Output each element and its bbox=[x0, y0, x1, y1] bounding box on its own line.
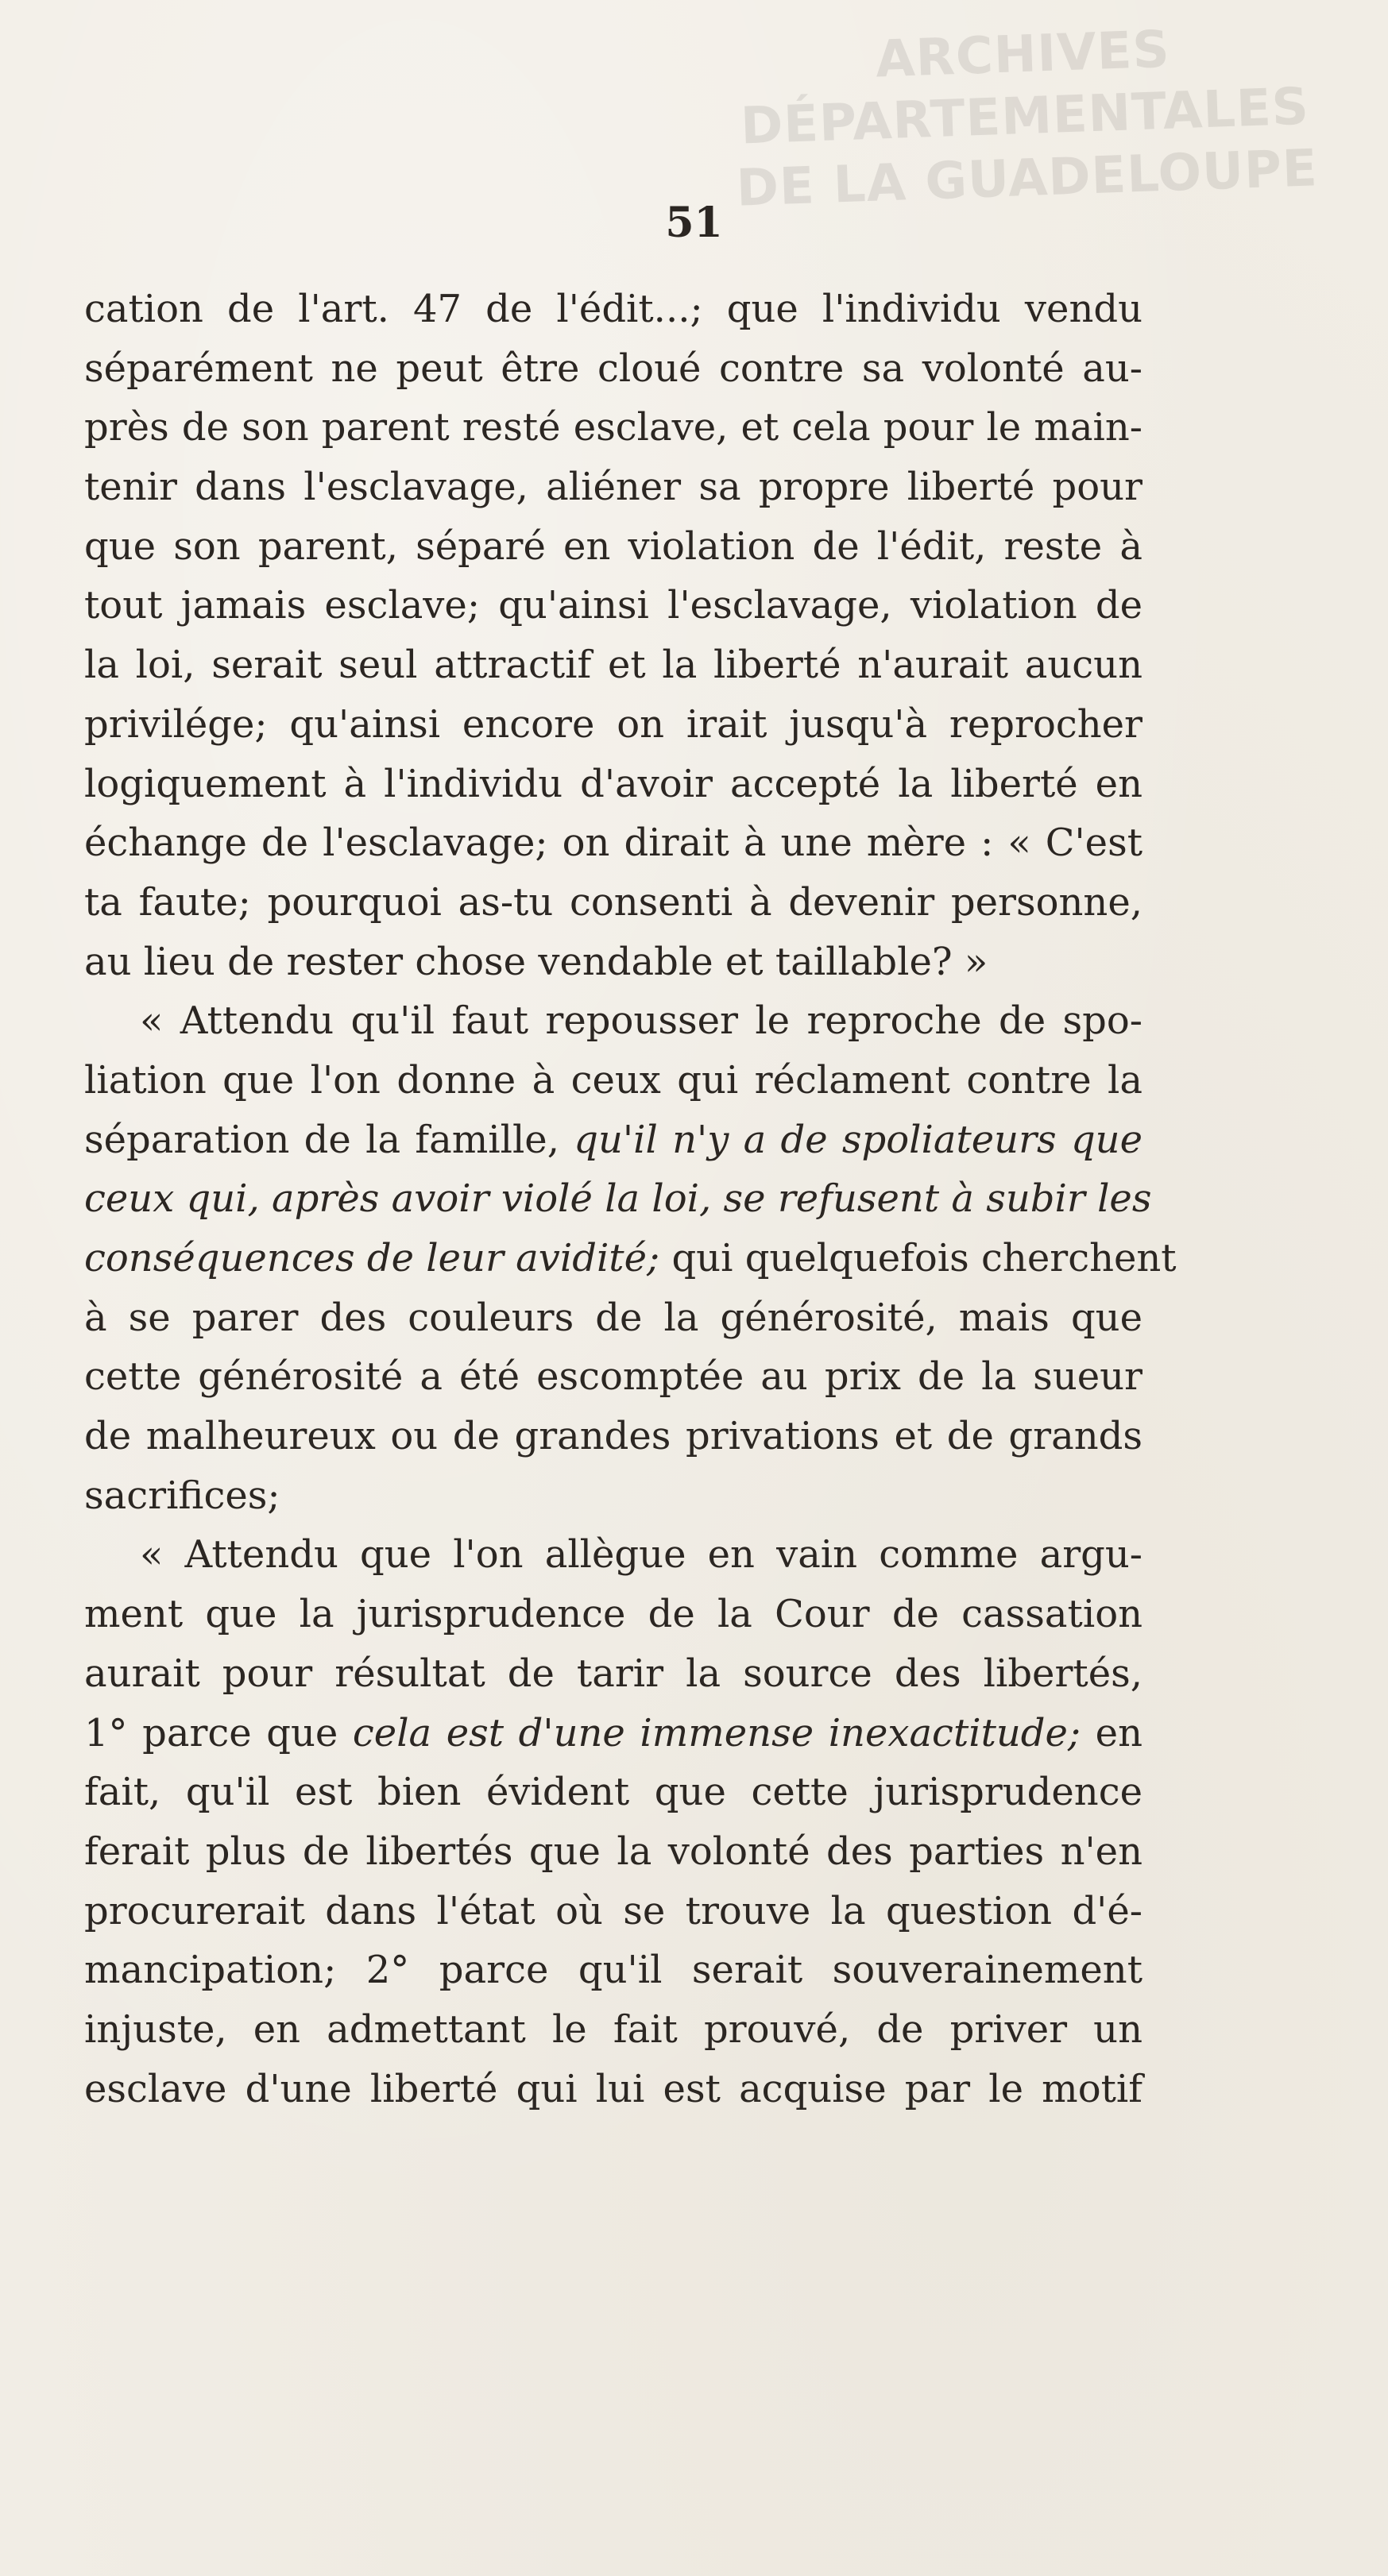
page-number: 51 bbox=[665, 199, 723, 247]
text-line-28: procurerait dans l'état où se trouve la question d'é- bbox=[84, 1888, 1142, 1933]
text-line-5: que son parent, séparé en violation de l'édit, reste à bbox=[84, 523, 1142, 569]
text-line-25: 1° parce que cela est d'une immense inexactitude; en bbox=[84, 1710, 1142, 1755]
text-line-15: séparation de la famille, qu'il n'y a de spoliateurs que bbox=[84, 1117, 1143, 1162]
text-line-18: à se parer des couleurs de la générosité, mais que bbox=[84, 1295, 1142, 1340]
text-line-9: logiquement à l'individu d'avoir accepté la liberté en bbox=[84, 761, 1142, 806]
stamp-line-1: ARCHIVES bbox=[874, 20, 1171, 90]
text-line-14: liation que l'on donne à ceux qui réclament contre la bbox=[84, 1057, 1142, 1103]
text-line-23: ment que la jurisprudence de la Cour de cassation bbox=[84, 1592, 1142, 1637]
italic-text: cela est d'une immense inexactitude; bbox=[352, 1710, 1081, 1755]
text-line-7: la loi, serait seul attractif et la liberté n'aurait aucun bbox=[84, 643, 1142, 688]
text-line-8: privilége; qu'ainsi encore on irait jusqu'à reprocher bbox=[84, 701, 1142, 747]
stamp-line-2: DÉPARTEMENTALES bbox=[739, 77, 1311, 156]
text-line-3: près de son parent resté esclave, et cela pour le main- bbox=[84, 405, 1142, 450]
text-line-24: aurait pour résultat de tarir la source des libertés, bbox=[84, 1651, 1142, 1696]
italic-text: conséquences de leur avidité; bbox=[84, 1236, 660, 1280]
text-line-6: tout jamais esclave; qu'ainsi l'esclavage, violation de bbox=[84, 583, 1142, 628]
text-line-16 bbox=[84, 1169, 1152, 1229]
text-line-19: cette générosité a été escomptée au prix de la sueur bbox=[84, 1354, 1142, 1400]
text-line-29: mancipation; 2° parce qu'il serait souverainement bbox=[84, 1948, 1142, 1993]
text-line-10: échange de l'esclavage; on dirait à une mère : « C'est bbox=[84, 821, 1142, 866]
stamp-line-3: DE LA GUADELOUPE bbox=[735, 139, 1319, 218]
text-line-22: « Attendu que l'on allègue en vain comme argu- bbox=[140, 1532, 1142, 1578]
text-line-2: séparément ne peut être cloué contre sa volonté au- bbox=[84, 346, 1142, 391]
text-line-27: ferait plus de libertés que la volonté des parties n'en bbox=[84, 1829, 1142, 1874]
italic-text: ceux qui, après avoir violé la loi, se refusent à subir les bbox=[84, 1176, 1152, 1222]
text-line-17: conséquences de leur avidité; qui quelquefois cherchent bbox=[84, 1236, 1177, 1280]
body-text bbox=[84, 280, 1177, 2118]
text-line-1: cation de l'art. 47 de l'édit...; que l'individu vendu bbox=[84, 287, 1142, 331]
archive-stamp bbox=[720, 14, 1330, 220]
text-line-11: ta faute; pourquoi as-tu consenti à devenir personne, bbox=[84, 879, 1142, 925]
text-line-12: au lieu de rester chose vendable et taillable? » bbox=[84, 939, 988, 984]
italic-text: qu'il n'y a de spoliateurs que bbox=[574, 1117, 1143, 1162]
text-line-26: fait, qu'il est bien évident que cette jurisprudence bbox=[84, 1770, 1142, 1815]
text-line-30: injuste, en admettant le fait prouvé, de priver un bbox=[84, 2006, 1142, 2052]
text-line-31: esclave d'une liberté qui lui est acquise par le motif bbox=[84, 2066, 1142, 2111]
text-line-20: de malheureux ou de grandes privations et de grands bbox=[84, 1414, 1142, 1459]
text-line-21: sacrifices; bbox=[84, 1473, 280, 1518]
text-line-4: tenir dans l'esclavage, aliéner sa propre liberté pour bbox=[84, 465, 1142, 510]
text-line-13: « Attendu qu'il faut repousser le reproche de spo- bbox=[140, 998, 1142, 1044]
